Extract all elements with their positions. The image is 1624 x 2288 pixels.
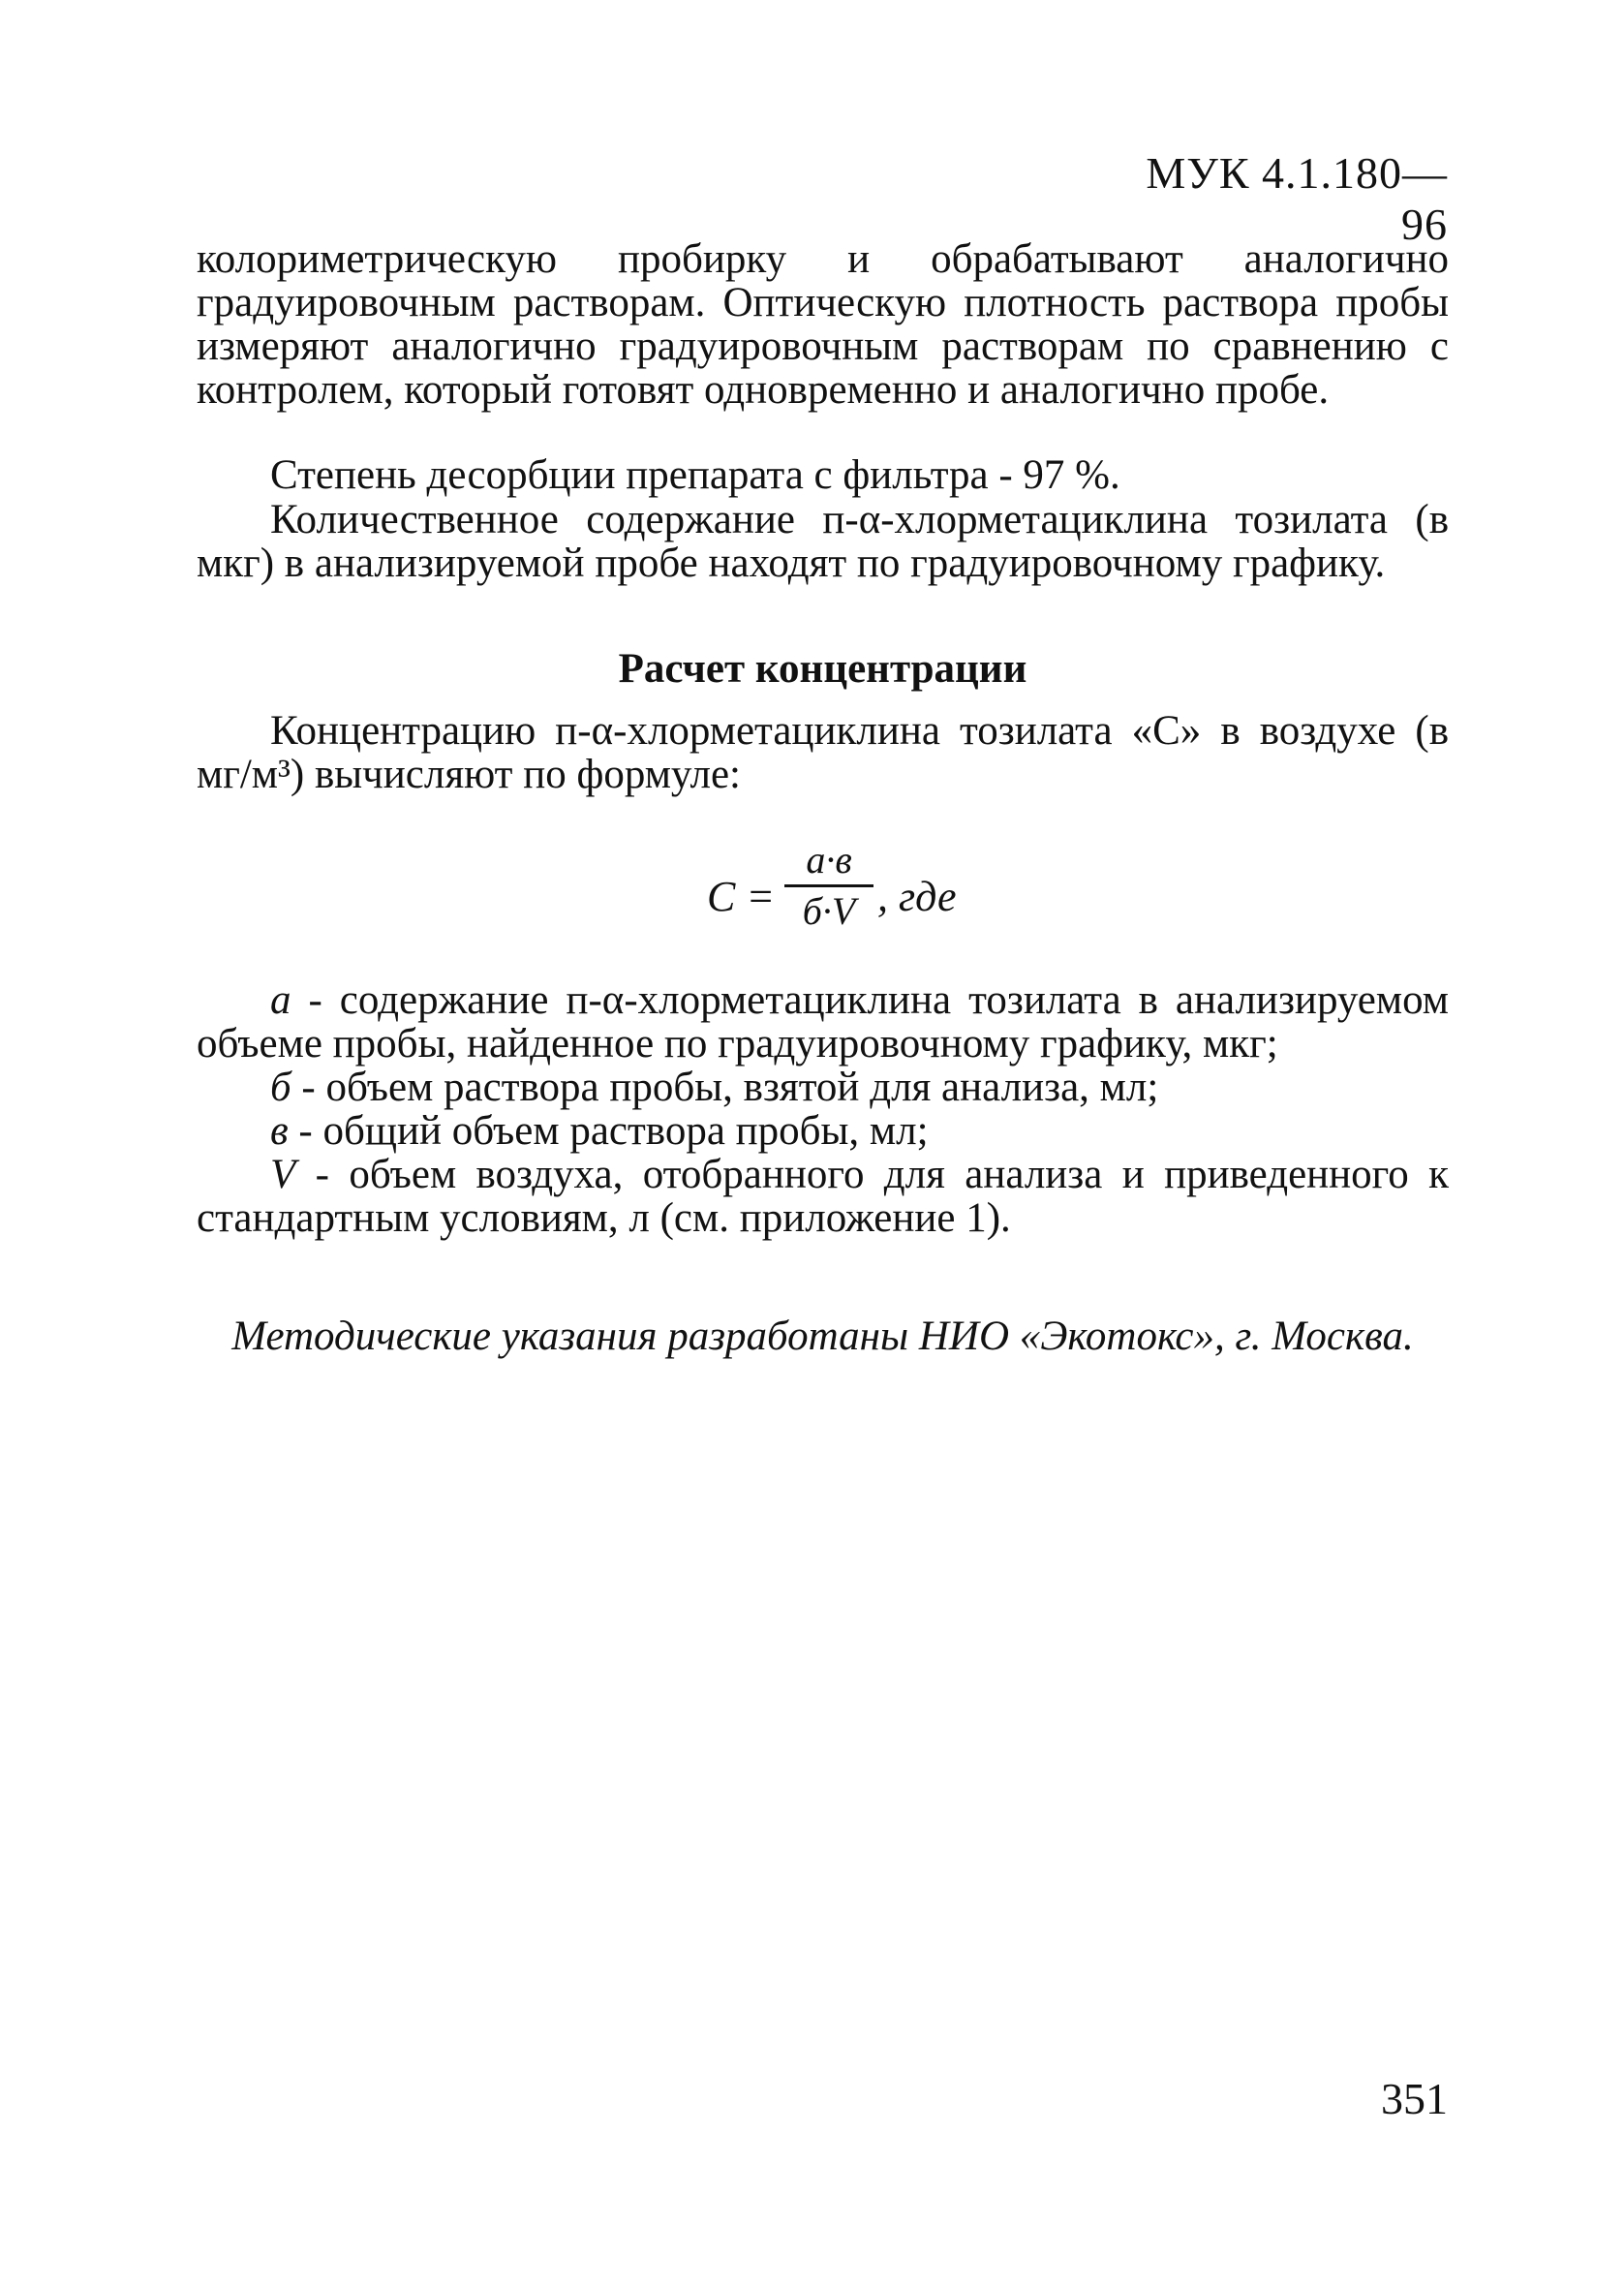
- legend-text: - объем раствора пробы, взятой для анализа, мл;: [291, 1065, 1159, 1110]
- page-number: 351: [1381, 2074, 1448, 2123]
- formula-lhs: С =: [707, 873, 776, 920]
- formula-tail: , где: [877, 873, 957, 920]
- legend-item: [197, 1066, 1449, 1109]
- legend-item: [197, 978, 1449, 1066]
- document-code-header: МУК 4.1.180—96: [1146, 148, 1448, 249]
- formula-numerator: а·в: [806, 838, 852, 881]
- legend-item: [197, 1153, 1449, 1240]
- legend-text: - объем воздуха, отобранного для анализа и приведенного к стандартным условиям, л (см. приложение 1).: [197, 1152, 1449, 1241]
- legend-symbol: а: [270, 977, 291, 1023]
- paragraph-formula-intro: Концентрацию п-α-хлорметациклина тозилата «С» в воздухе (в мг/м³) вычисляют по формуле:: [197, 708, 1449, 797]
- legend-symbol: в: [270, 1108, 289, 1154]
- legend-symbol: V: [270, 1152, 296, 1197]
- paragraph-desorption: Степень десорбции препарата с фильтра - 97 %.: [270, 452, 1120, 498]
- formula-denominator: б·V: [802, 889, 856, 933]
- formula-fraction: [784, 838, 873, 934]
- legend-text: - общий объем раствора пробы, мл;: [288, 1108, 929, 1154]
- concentration-formula: [707, 838, 997, 944]
- legend-item: [197, 1109, 1449, 1153]
- section-heading: Расчет концентрации: [618, 646, 1027, 692]
- legend-text: - содержание п-α-хлорметациклина тозилата в анализируемом объеме пробы, найденное по градуировочному графику, мкг;: [197, 977, 1449, 1067]
- methodology-credit-note: Методические указания разработаны НИО «Экотокс», г. Москва.: [231, 1314, 1414, 1359]
- paragraph-continued: колориметрическую пробирку и обрабатывают аналогично градуировочным растворам. Оптическую плотность раствора пробы измеряют аналогично градуировочным растворам по сравнению с контролем, который готовят одновременно и аналогично пробе.: [197, 236, 1449, 413]
- formula-legend: [197, 978, 1449, 1240]
- legend-symbol: б: [270, 1065, 291, 1110]
- fraction-bar: [784, 884, 873, 887]
- paragraph-quantity: Количественное содержание п-α-хлорметациклина тозилата (в мкг) в анализируемой пробе находят по градуировочному графику.: [197, 497, 1449, 586]
